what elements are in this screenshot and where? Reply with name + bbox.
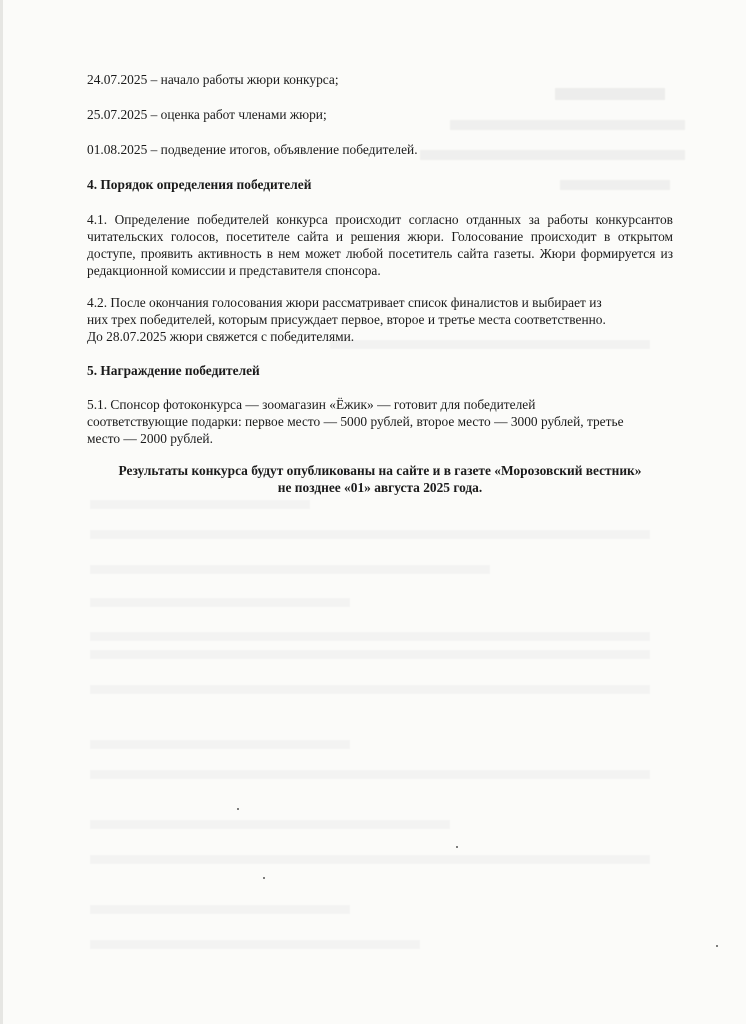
bleed-through-mark: [90, 530, 650, 539]
section-5-paragraph-line: соответствующие подарки: первое место — 5000 рублей, второе место — 3000 рублей, третье: [87, 414, 624, 429]
bleed-through-mark: [90, 855, 650, 864]
bleed-through-mark: [450, 120, 685, 130]
section-4-paragraph-2-line: них трех победителей, которым присуждает первое, второе и третье места соответственно.: [87, 312, 606, 327]
bleed-through-mark: [90, 685, 650, 694]
scan-edge: [0, 0, 3, 1024]
bleed-through-mark: [90, 820, 450, 829]
section-5-paragraph-line: место — 2000 рублей.: [87, 431, 213, 446]
scan-speck: [237, 808, 239, 810]
announcement-line: Результаты конкурса будут опубликованы на сайте и в газете «Морозовский вестник»: [118, 463, 642, 478]
schedule-line: 25.07.2025 – оценка работ членами жюри;: [87, 107, 327, 122]
bleed-through-mark: [555, 88, 665, 100]
section-4-paragraph-1: 4.1. Определение победителей конкурса происходит согласно отданных за работы конкурсантов читательских голосов, посетителе сайта и решения жюри. Голосование происходит в открытом доступе, проявить активность в нем может любой посетитель сайта газеты. Жюри формируется из редакционной комиссии и представителя спонсора.: [87, 212, 673, 278]
bleed-through-mark: [90, 740, 350, 749]
section-5-paragraph-line: 5.1. Спонсор фотоконкурса — зоомагазин «Ёжик» — готовит для победителей: [87, 397, 536, 412]
bleed-through-mark: [90, 632, 650, 641]
bleed-through-mark: [90, 650, 650, 659]
bleed-through-mark: [90, 940, 420, 949]
bleed-through-mark: [330, 340, 650, 349]
bleed-through-mark: [420, 150, 685, 160]
bleed-through-mark: [560, 180, 670, 190]
section-5-heading: 5. Награждение победителей: [87, 363, 260, 378]
scan-speck: [263, 877, 265, 879]
bleed-through-mark: [90, 565, 490, 574]
announcement-line: не позднее «01» августа 2025 года.: [277, 480, 483, 495]
section-4-paragraph-2-line: 4.2. После окончания голосования жюри рассматривает список финалистов и выбирает из: [87, 295, 602, 310]
schedule-line: 01.08.2025 – подведение итогов, объявление победителей.: [87, 142, 418, 157]
bleed-through-mark: [90, 770, 650, 779]
bleed-through-mark: [90, 500, 310, 509]
scan-speck: [716, 945, 718, 947]
section-4-heading: 4. Порядок определения победителей: [87, 177, 312, 192]
section-4-paragraph-2-line: До 28.07.2025 жюри свяжется с победителями.: [87, 329, 355, 344]
bleed-through-mark: [90, 598, 350, 607]
bleed-through-mark: [90, 905, 350, 914]
schedule-line: 24.07.2025 – начало работы жюри конкурса;: [87, 72, 339, 87]
scan-speck: [456, 846, 458, 848]
